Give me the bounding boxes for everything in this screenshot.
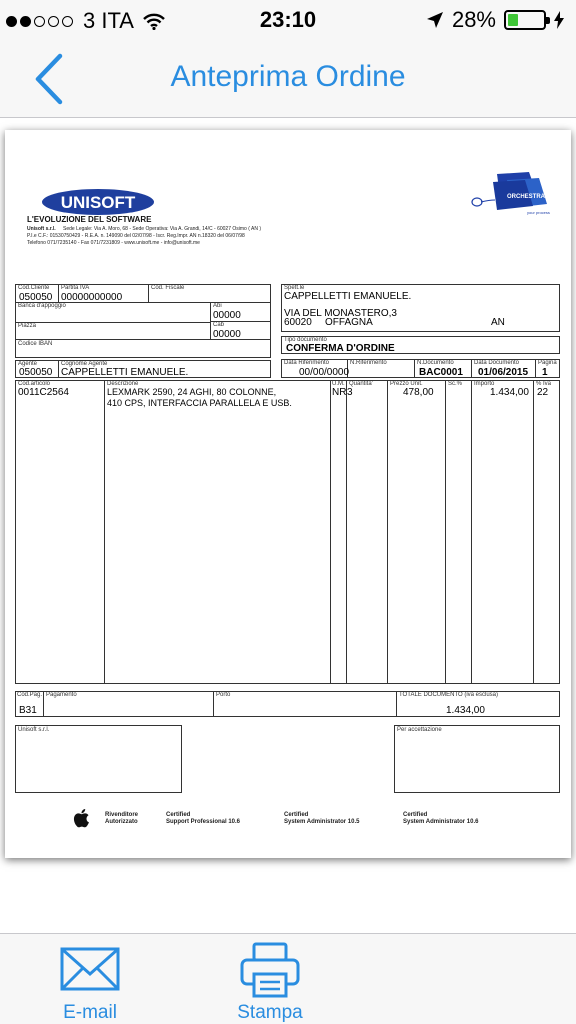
col-iva: % Iva — [536, 381, 552, 387]
col-quantita: Quantita' — [349, 381, 373, 387]
cod-pag-label: Cod.Pag. — [17, 692, 43, 698]
col-descrizione: Descrizione — [107, 381, 139, 387]
pagina-label: Pagina — [538, 360, 557, 366]
company-tagline: L'EVOLUZIONE DEL SOFTWARE — [27, 215, 152, 224]
agente-value: 050050 — [19, 367, 53, 378]
customer-codes-row — [15, 284, 271, 302]
n-riferimento-label: N.Riferimento — [350, 360, 387, 366]
divider — [533, 380, 534, 684]
item-description-line-1: LEXMARK 2590, 24 AGHI, 80 COLONNE, — [107, 387, 277, 397]
customer-province: AN — [491, 317, 505, 328]
divider — [58, 284, 59, 302]
pagamento-label: Pagamento — [46, 692, 77, 698]
divider — [330, 380, 331, 684]
company-address: Sede Legale: Via A. Moro, 68 - Sede Operativa: Via A. Grandi, 14/C - 60027 Osimo ( AN ) — [63, 226, 261, 232]
item-unit-price: 478,00 — [403, 387, 434, 398]
col-prezzo-unit: Prezzo Unit. — [390, 381, 423, 387]
page-title: Anteprima Ordine — [170, 60, 406, 93]
battery-tip — [546, 17, 550, 24]
divider — [213, 691, 214, 717]
divider — [346, 380, 347, 684]
unisoft-logo — [41, 188, 155, 216]
order-document — [5, 130, 571, 858]
col-cod-articolo: Cod.articolo — [18, 381, 51, 387]
divider — [43, 691, 44, 717]
certification-line-2: System Administrator 10.5 — [284, 819, 360, 825]
unisoft-signature-box — [15, 725, 182, 793]
status-right — [426, 7, 564, 33]
certification-item — [166, 812, 240, 826]
item-um: NR — [332, 387, 347, 398]
customer-cap: 60020 — [284, 317, 312, 328]
certification-line-2: System Administrator 10.6 — [403, 819, 479, 825]
certification-line-1: Rivenditore — [105, 812, 139, 818]
data-documento-value: 01/06/2015 — [478, 367, 529, 378]
partita-iva-value: 00000000000 — [61, 292, 123, 303]
cognome-agente-value: CAPPELLETTI EMANUELE. — [61, 367, 189, 378]
cognome-agente-label: Cognome Agente — [61, 361, 108, 367]
print-button[interactable] — [210, 940, 330, 1023]
battery-icon — [504, 10, 546, 30]
data-riferimento-value: 00/00/0000 — [299, 367, 350, 378]
company-contacts: Telefono 071/7235140 - Fax 071/7231809 - www.unisoft.me - info@unisoft.me — [27, 240, 200, 246]
company-registration: P.I.e C.F.: 01530750429 - R.E.A. n. 149090 del 02/07/98 - Iscr. Reg.Impr. AN n.18320 del 06/07/98 — [27, 233, 245, 239]
n-documento-value: BAC0001 — [419, 367, 463, 378]
cod-cliente-label: Cod.Cliente — [18, 285, 50, 291]
customer-city: OFFAGNA — [325, 317, 373, 328]
divider — [15, 322, 211, 323]
tipo-documento-value: CONFERMA D'ORDINE — [286, 343, 395, 354]
envelope-icon — [60, 946, 120, 992]
certification-item — [284, 812, 359, 826]
certification-line-1: Certified — [284, 812, 309, 818]
item-description-line-2: 410 CPS, INTERFACCIA PARALLELA E USB. — [107, 398, 292, 408]
divider — [414, 359, 415, 378]
divider — [396, 691, 397, 717]
item-quantity: 3 — [347, 387, 353, 398]
banca-label: Banca d'appoggio — [18, 303, 66, 309]
cod-cliente-value: 050050 — [19, 292, 53, 303]
abi-value: 00000 — [213, 310, 241, 321]
item-vat: 22 — [537, 387, 549, 398]
battery-fill — [508, 14, 518, 26]
cod-pag-value: B31 — [19, 705, 37, 716]
preview-content[interactable] — [0, 118, 576, 933]
email-button[interactable] — [30, 940, 150, 1023]
totale-value: 1.434,00 — [446, 705, 485, 716]
battery-percent: 28% — [451, 7, 496, 32]
certification-item — [403, 812, 478, 826]
orchestra-logo — [467, 170, 551, 218]
status-time: 23:10 — [259, 7, 317, 32]
tipo-documento-label: Tipo documento — [284, 337, 327, 343]
divider — [445, 380, 446, 684]
navigation-bar — [0, 40, 576, 118]
divider — [471, 380, 472, 684]
certification-item — [105, 812, 138, 826]
partita-iva-label: Partita IVA — [61, 285, 90, 291]
status-bar — [0, 0, 576, 40]
customer-street: VIA DEL MONASTERO,3 — [284, 308, 397, 319]
n-documento-label: N.Documento — [417, 360, 454, 366]
charging-bolt-icon — [554, 11, 564, 29]
item-amount: 1.434,00 — [490, 387, 529, 398]
divider — [58, 360, 59, 378]
piazza-label: Piazza — [18, 323, 37, 329]
divider — [387, 380, 388, 684]
apple-logo-icon — [71, 807, 93, 829]
codice-iban-label: Codice IBAN — [18, 341, 53, 347]
print-button-label: Stampa — [237, 1002, 303, 1023]
bottom-toolbar — [0, 933, 576, 1024]
location-arrow-icon — [426, 11, 444, 29]
orchestra-logo-text: ORCHESTRA — [507, 194, 546, 200]
divider — [535, 359, 536, 378]
pagina-value: 1 — [542, 367, 548, 378]
certification-line-1: Certified — [403, 812, 428, 818]
divider — [148, 284, 149, 302]
company-name: Unisoft s.r.l. — [27, 226, 56, 232]
col-um: U.M. — [332, 381, 345, 387]
spett-le-label: Spett.le — [284, 285, 305, 291]
carrier-name: 3 ITA — [83, 8, 134, 33]
cab-value: 00000 — [213, 329, 241, 340]
item-code: 0011C2564 — [18, 387, 69, 398]
col-sc: Sc.% — [448, 381, 463, 387]
iban-row — [15, 340, 271, 358]
printer-icon — [239, 940, 301, 1000]
acceptance-signature-label: Per accettazione — [397, 727, 442, 733]
certification-line-2: Support Professional 10.6 — [166, 819, 241, 825]
unisoft-logo-text: UNISOFT — [60, 193, 136, 212]
customer-name: CAPPELLETTI EMANUELE. — [284, 291, 412, 302]
orchestra-logo-subtext: your process — [527, 210, 550, 215]
acceptance-signature-box — [394, 725, 560, 793]
col-importo: Importo — [474, 381, 495, 387]
email-button-label: E-mail — [63, 1002, 117, 1023]
totale-documento-label: TOTALE DOCUMENTO (iva esclusa) — [399, 692, 499, 698]
items-table — [15, 380, 560, 684]
divider — [471, 359, 472, 378]
abi-label: Abi — [213, 303, 222, 309]
cod-fiscale-label: Cod. Fiscale — [151, 285, 185, 291]
agente-label: Agente — [18, 361, 38, 367]
certification-line-2: Autorizzato — [105, 819, 138, 825]
divider — [104, 380, 105, 684]
data-documento-label: Data Documento — [474, 360, 520, 366]
porto-label: Porto — [216, 692, 231, 698]
certification-line-1: Certified — [166, 812, 191, 818]
data-riferimento-label: Data Riferimento — [284, 360, 330, 366]
unisoft-signature-label: Unisoft s.r.l. — [18, 727, 50, 733]
cab-label: Cab — [213, 322, 225, 328]
